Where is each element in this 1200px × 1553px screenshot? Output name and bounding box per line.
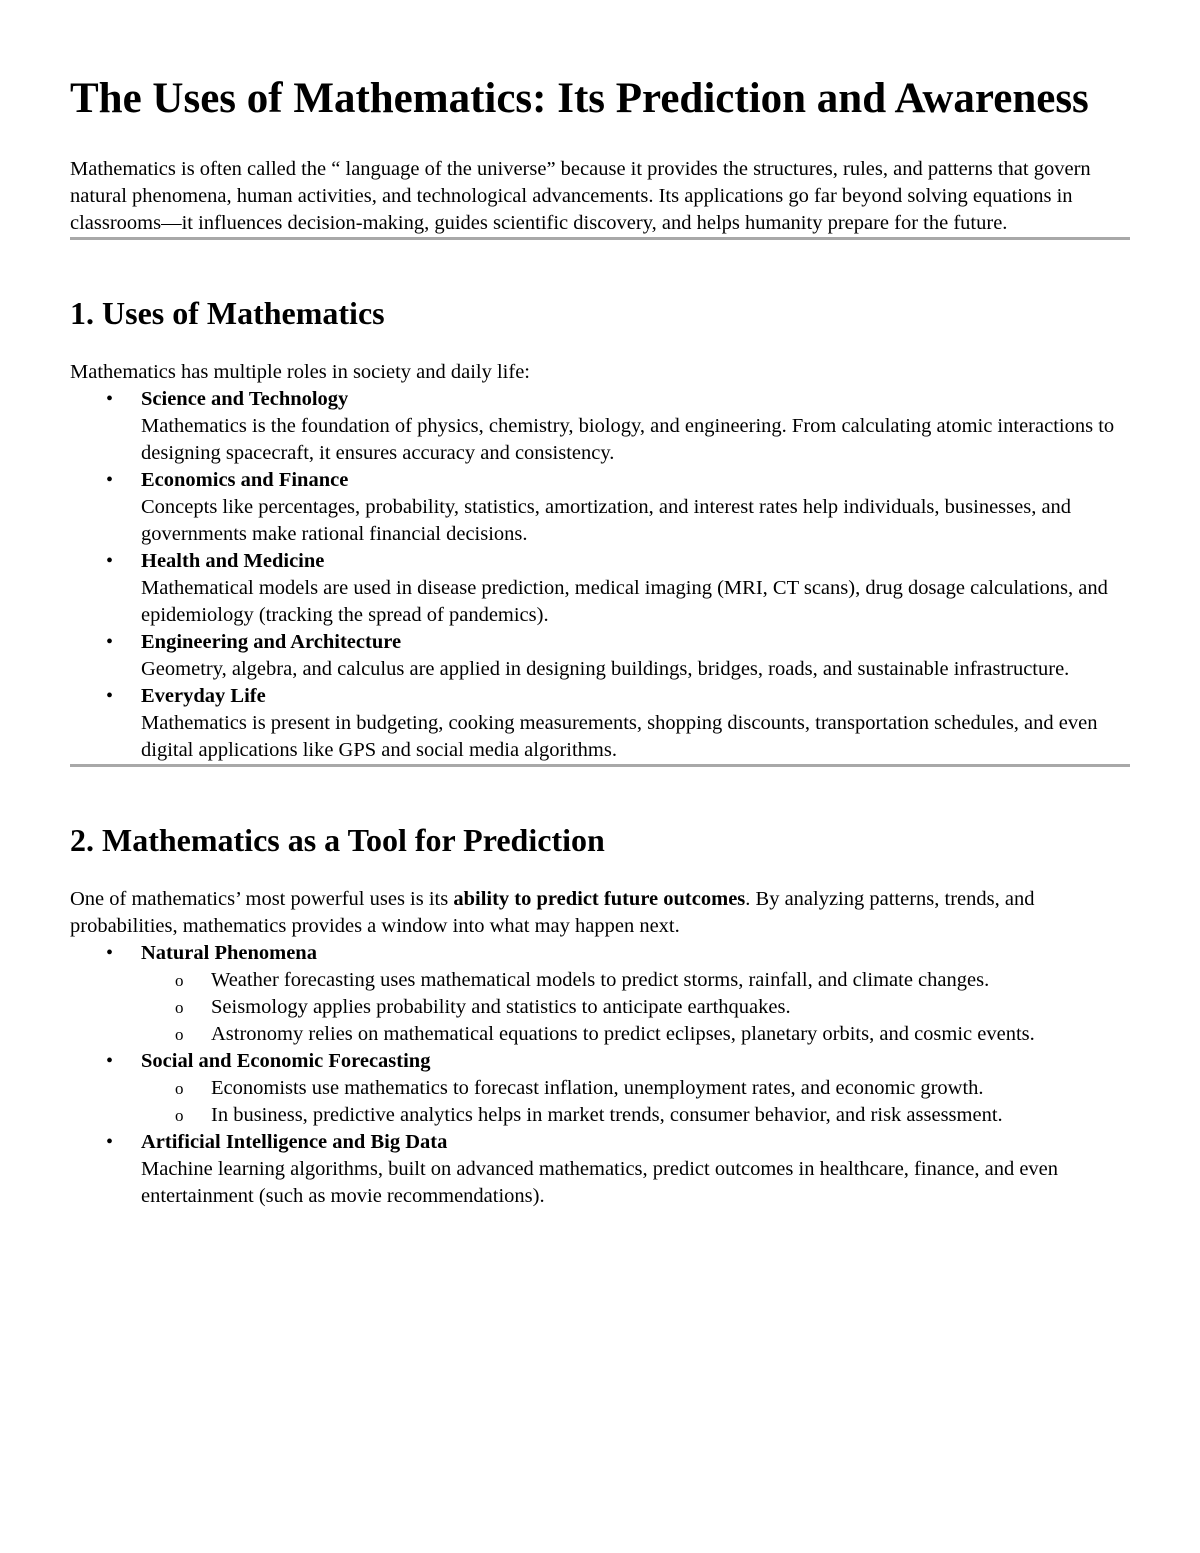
- lead-emphasis: ability to predict future outcomes: [453, 888, 746, 910]
- list-item: [70, 683, 1130, 764]
- sub-list-item-text: Astronomy relies on mathematical equations to predict eclipses, planetary orbits, and cosmic events.: [211, 1023, 1035, 1045]
- list-item-text: Machine learning algorithms, built on advanced mathematics, predict outcomes in healthcare, finance, and even entertainment (such as movie recommendations).: [141, 1158, 1059, 1207]
- list-item-title: Everyday Life: [141, 685, 266, 707]
- sub-list-item-text: In business, predictive analytics helps in market trends, consumer behavior, and risk assessment.: [211, 1104, 1003, 1126]
- circle-bullet-icon: o: [175, 998, 184, 1017]
- bullet-icon: •: [106, 550, 114, 572]
- bullet-icon: •: [106, 685, 114, 707]
- list-item-text: Geometry, algebra, and calculus are applied in designing buildings, bridges, roads, and sustainable infrastructure.: [141, 658, 1070, 680]
- bullet-icon: •: [106, 631, 114, 653]
- section-lead-prediction: [70, 886, 1130, 940]
- list-item: [70, 386, 1130, 467]
- section-divider: [70, 764, 1130, 767]
- document-title: The Uses of Mathematics: Its Prediction and Awareness: [70, 75, 1089, 122]
- sub-list-item: [71, 967, 1130, 994]
- list-item-title: Science and Technology: [141, 388, 349, 410]
- sub-list-item: [71, 1021, 1130, 1048]
- sub-list-item: [71, 1075, 1130, 1102]
- list-item-text: Mathematics is present in budgeting, cooking measurements, shopping discounts, transportation schedules, and even digital applications like GPS and social media algorithms.: [141, 712, 1098, 761]
- sub-list: [141, 1075, 1130, 1129]
- circle-bullet-icon: o: [175, 1106, 184, 1125]
- sub-list-item-text: Economists use mathematics to forecast inflation, unemployment rates, and economic growth.: [211, 1077, 984, 1099]
- section-heading-uses: 1. Uses of Mathematics: [70, 295, 385, 331]
- list-item-text: Concepts like percentages, probability, statistics, amortization, and interest rates help individuals, businesses, and governments make rational financial decisions.: [141, 496, 1072, 545]
- section-lead-uses: Mathematics has multiple roles in society and daily life:: [70, 361, 530, 383]
- lead-text-start: One of mathematics’ most powerful uses is its: [70, 888, 454, 910]
- list-item-title: Social and Economic Forecasting: [141, 1050, 431, 1072]
- sub-list-item-text: Seismology applies probability and statistics to anticipate earthquakes.: [211, 996, 791, 1018]
- sub-list-item: [71, 994, 1130, 1021]
- bullet-icon: •: [106, 469, 114, 491]
- list-item-text: Mathematical models are used in disease prediction, medical imaging (MRI, CT scans), drug dosage calculations, and epidemiology (tracking the spread of pandemics).: [141, 577, 1108, 626]
- prediction-list: [70, 940, 1130, 1210]
- list-item-title: Artificial Intelligence and Big Data: [141, 1131, 448, 1153]
- section-heading-prediction: 2. Mathematics as a Tool for Prediction: [70, 822, 605, 858]
- list-item: [70, 629, 1130, 683]
- list-item: [70, 1048, 1130, 1129]
- lead-text-end: . By analyzing patterns, trends, and probabilities, mathematics provides a window into what may happen next.: [70, 888, 1035, 937]
- list-item: [70, 467, 1130, 548]
- list-item: [70, 940, 1130, 1048]
- bullet-icon: •: [106, 1131, 114, 1153]
- bullet-icon: •: [106, 388, 114, 410]
- list-item-title: Health and Medicine: [141, 550, 325, 572]
- sub-list-item-text: Weather forecasting uses mathematical models to predict storms, rainfall, and climate changes.: [211, 969, 990, 991]
- document-page: [70, 72, 1130, 1210]
- list-item-title: Engineering and Architecture: [141, 631, 402, 653]
- bullet-icon: •: [106, 1050, 114, 1072]
- list-item: [70, 1129, 1130, 1210]
- sub-list: [141, 967, 1130, 1048]
- list-item-title: Natural Phenomena: [141, 942, 317, 964]
- sub-list-item: [71, 1102, 1130, 1129]
- intro-paragraph: Mathematics is often called the “ language of the universe” because it provides the structures, rules, and patterns that govern natural phenomena, human activities, and technological advancements. Its applications go far beyond solving equations in classrooms—it influences decision-making, guides scientific discovery, and helps humanity prepare for the future.: [70, 158, 1091, 234]
- list-item-text: Mathematics is the foundation of physics, chemistry, biology, and engineering. From calculating atomic interactions to designing spacecraft, it ensures accuracy and consistency.: [141, 415, 1115, 464]
- circle-bullet-icon: o: [175, 1079, 184, 1098]
- uses-list: [70, 386, 1130, 764]
- list-item: [70, 548, 1130, 629]
- section-divider: [70, 237, 1130, 240]
- bullet-icon: •: [106, 942, 114, 964]
- circle-bullet-icon: o: [175, 971, 184, 990]
- circle-bullet-icon: o: [175, 1025, 184, 1044]
- list-item-title: Economics and Finance: [141, 469, 349, 491]
